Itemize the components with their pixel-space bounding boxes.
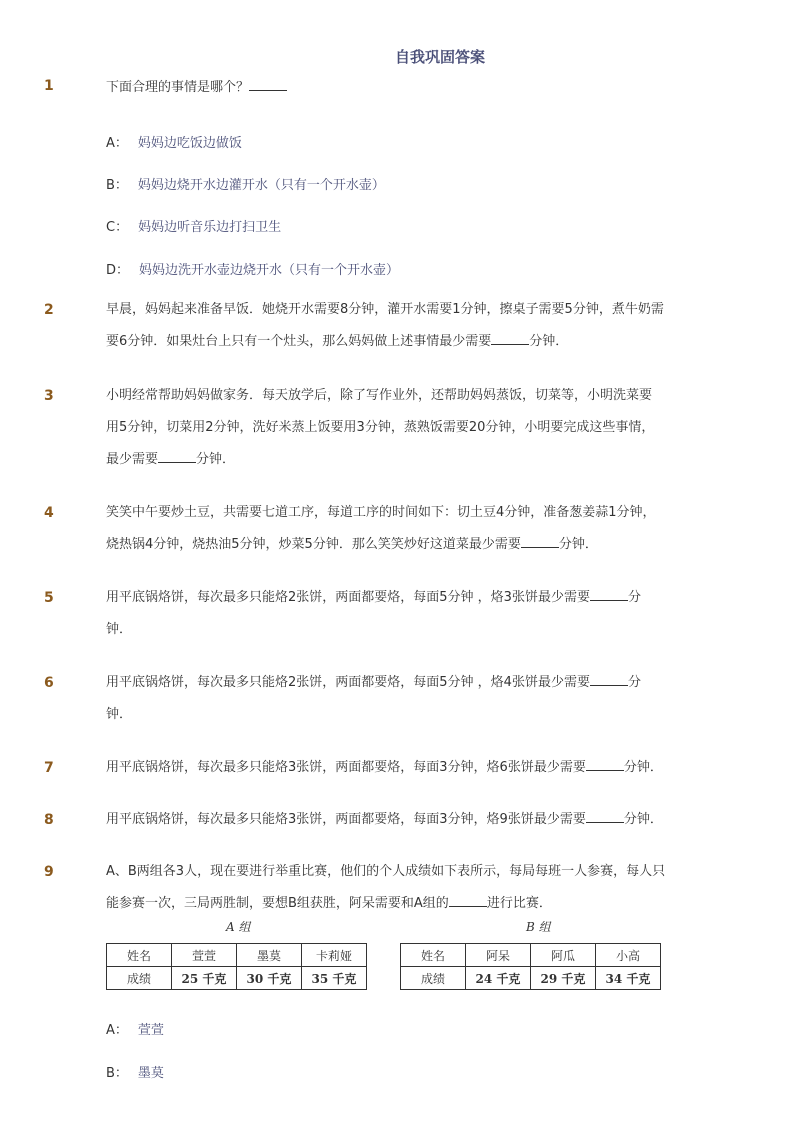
answer-blank[interactable] — [586, 808, 624, 823]
answer-blank[interactable] — [590, 586, 628, 601]
option-b[interactable] — [106, 1062, 164, 1081]
question-stem: 要6分钟．如果灶台上只有一个灶头，那么妈妈做上述事情最少需要 — [106, 334, 492, 349]
option-label: D： — [106, 263, 130, 278]
table-cell: 姓名 — [401, 944, 466, 967]
table-cell: 阿瓜 — [531, 944, 596, 967]
question-line — [106, 444, 718, 476]
table-cell: 小高 — [596, 944, 661, 967]
question-line: 笑笑中午要炒土豆，共需要七道工序，每道工序的时间如下：切土豆4分钟，准备葱姜蒜1分钟， — [106, 505, 656, 520]
option-text: 墨莫 — [137, 1066, 164, 1081]
answer-blank[interactable] — [249, 76, 287, 91]
table-cell: 姓名 — [107, 944, 172, 967]
question-line — [106, 804, 718, 836]
question-line: 钟． — [106, 622, 133, 637]
table-row — [107, 944, 367, 967]
question-number: 8 — [44, 812, 54, 828]
question-text — [106, 294, 718, 358]
question-unit: 分 — [627, 590, 641, 605]
question-stem: 能参赛一次，三局两胜制，要想B组获胜，阿呆需要和A组的 — [106, 896, 449, 911]
option-text: 萱萱 — [137, 1023, 164, 1038]
answer-blank[interactable] — [449, 892, 487, 907]
table-cell: 萱萱 — [172, 944, 237, 967]
option-text: 妈妈边吃饭边做饭 — [137, 136, 242, 151]
table-cell: 卡莉娅 — [302, 944, 367, 967]
option-a[interactable] — [106, 1019, 164, 1038]
question-stem: 用平底锅烙饼，每次最多只能烙3张饼，两面都要烙，每面3分钟，烙9张饼最少需要 — [106, 812, 586, 827]
question-unit: 进行比赛． — [486, 896, 552, 911]
option-d[interactable] — [106, 259, 399, 278]
question-stem: 烧热锅4分钟，烧热油5分钟，炒菜5分钟．那么笑笑炒好这道菜最少需要 — [106, 537, 521, 552]
table-cell: 成绩 — [107, 967, 172, 990]
option-label: B： — [106, 1066, 128, 1081]
question-line — [106, 529, 718, 561]
table-a — [106, 943, 367, 990]
table-cell: 35 千克 — [302, 967, 367, 990]
table-cell: 29 千克 — [531, 967, 596, 990]
question-unit: 分钟． — [623, 760, 663, 775]
answer-blank[interactable] — [586, 756, 624, 771]
answer-blank[interactable] — [590, 671, 628, 686]
table-row — [107, 967, 367, 990]
question-number: 4 — [44, 505, 54, 521]
question-stem: 下面合理的事情是哪个？ — [106, 80, 250, 95]
question-text — [106, 380, 718, 476]
page-title: 自我巩固答案 — [394, 48, 485, 66]
question-line — [106, 326, 718, 358]
question-number: 7 — [44, 760, 54, 776]
table-row — [401, 967, 661, 990]
question-line — [106, 582, 718, 614]
question-text — [106, 804, 718, 836]
table-cell: 阿呆 — [466, 944, 531, 967]
table-a-caption: A 组 — [226, 920, 251, 934]
question-stem: 用平底锅烙饼，每次最多只能烙3张饼，两面都要烙，每面3分钟，烙6张饼最少需要 — [106, 760, 586, 775]
question-stem: 最少需要 — [106, 452, 159, 467]
question-stem: 用平底锅烙饼，每次最多只能烙2张饼，两面都要烙，每面5分钟 ，烙4张饼最少需要 — [106, 675, 590, 690]
question-line — [106, 752, 718, 784]
table-cell: 25 千克 — [172, 967, 237, 990]
question-unit: 分钟． — [623, 812, 663, 827]
question-text — [106, 667, 718, 731]
option-c[interactable] — [106, 216, 281, 235]
question-text — [106, 582, 718, 646]
question-line: 钟． — [106, 707, 133, 722]
question-line: 用5分钟，切菜用2分钟，洗好米蒸上饭要用3分钟，蒸熟饭需要20分钟，小明要完成这些事情， — [106, 420, 655, 435]
table-cell: 成绩 — [401, 967, 466, 990]
option-text: 妈妈边烧开水边灌开水（只有一个开水壶） — [137, 178, 385, 193]
question-number: 5 — [44, 590, 54, 606]
table-cell: 24 千克 — [466, 967, 531, 990]
question-line — [106, 888, 718, 920]
question-unit: 分钟． — [558, 537, 598, 552]
answer-blank[interactable] — [521, 533, 559, 548]
question-line: 小明经常帮助妈妈做家务．每天放学后，除了写作业外，还帮助妈妈蒸饭，切菜等，小明洗菜要 — [106, 388, 653, 403]
question-number: 1 — [44, 78, 54, 94]
question-number: 2 — [44, 302, 54, 318]
option-label: A： — [106, 1023, 128, 1038]
question-number: 9 — [44, 864, 54, 880]
question-number: 6 — [44, 675, 54, 691]
question-stem: 用平底锅烙饼，每次最多只能烙2张饼，两面都要烙，每面5分钟 ，烙3张饼最少需要 — [106, 590, 590, 605]
question-number: 3 — [44, 388, 54, 404]
option-label: C： — [106, 220, 129, 235]
question-unit: 分 — [627, 675, 641, 690]
question-unit: 分钟． — [196, 452, 236, 467]
question-line — [106, 667, 718, 699]
option-text: 妈妈边听音乐边打扫卫生 — [138, 220, 282, 235]
answer-blank[interactable] — [158, 448, 196, 463]
option-text: 妈妈边洗开水壶边烧开水（只有一个开水壶） — [139, 263, 400, 278]
question-text — [106, 72, 718, 104]
table-cell: 墨莫 — [237, 944, 302, 967]
table-cell: 34 千克 — [596, 967, 661, 990]
option-a[interactable] — [106, 132, 242, 151]
option-label: B： — [106, 178, 128, 193]
option-label: A： — [106, 136, 128, 151]
table-b — [400, 943, 661, 990]
question-unit: 分钟． — [529, 334, 569, 349]
table-b-caption: B 组 — [526, 920, 551, 934]
question-text — [106, 752, 718, 784]
question-text — [106, 497, 718, 561]
question-line: A、B两组各3人，现在要进行举重比赛，他们的个人成绩如下表所示，每局每班一人参赛，每人只 — [106, 864, 666, 879]
question-text — [106, 856, 718, 920]
table-row — [401, 944, 661, 967]
question-line: 早晨，妈妈起来准备早饭．她烧开水需要8分钟，灌开水需要1分钟，擦桌子需要5分钟，煮牛奶需 — [106, 302, 664, 317]
option-b[interactable] — [106, 174, 385, 193]
table-cell: 30 千克 — [237, 967, 302, 990]
answer-blank[interactable] — [491, 330, 529, 345]
